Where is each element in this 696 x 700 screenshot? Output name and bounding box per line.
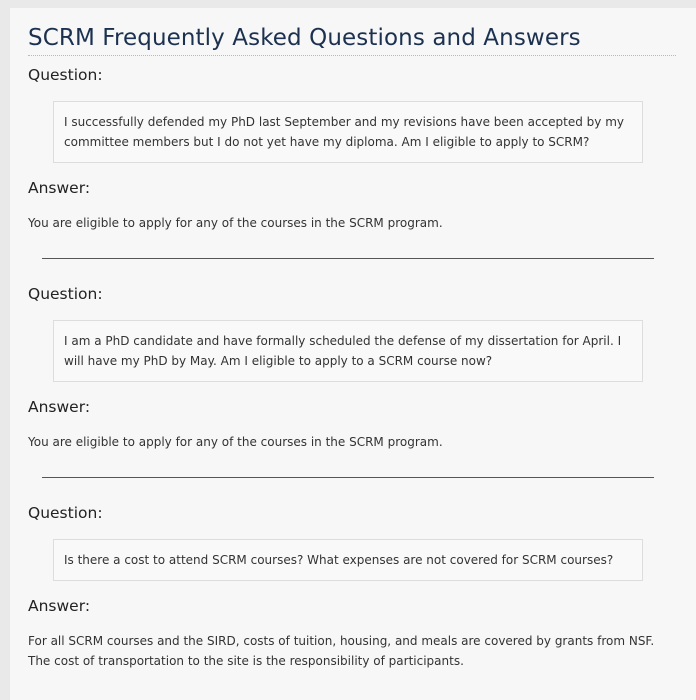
- question-box: [53, 539, 643, 581]
- answer-text: For all SCRM courses and the SIRD, costs of tuition, housing, and meals are covered by grants from NSF. The cost of transportation to the site is the responsibility of participants.: [28, 634, 655, 668]
- answer-label: Answer:: [28, 398, 91, 416]
- answer-text: You are eligible to apply for any of the courses in the SCRM program.: [28, 216, 443, 230]
- page-title: SCRM Frequently Asked Questions and Answers: [28, 23, 676, 56]
- question-text: I am a PhD candidate and have formally scheduled the defense of my dissertation for April. I will have my PhD by May. Am I eligible to apply to a SCRM course now?: [64, 334, 622, 368]
- faq-divider: [42, 477, 654, 478]
- answer-text: You are eligible to apply for any of the courses in the SCRM program.: [28, 435, 443, 449]
- question-label: Question:: [28, 504, 103, 522]
- faq-page: [10, 8, 696, 700]
- question-label: Question:: [28, 66, 103, 84]
- question-text: Is there a cost to attend SCRM courses? What expenses are not covered for SCRM courses?: [64, 553, 614, 567]
- question-text: I successfully defended my PhD last September and my revisions have been accepted by my committee members but I do not yet have my diploma. Am I eligible to apply to SCRM?: [64, 115, 624, 149]
- answer-label: Answer:: [28, 597, 91, 615]
- question-box: [53, 320, 643, 382]
- answer-label: Answer:: [28, 179, 91, 197]
- faq-divider: [42, 258, 654, 259]
- question-label: Question:: [28, 285, 103, 303]
- question-box: [53, 101, 643, 163]
